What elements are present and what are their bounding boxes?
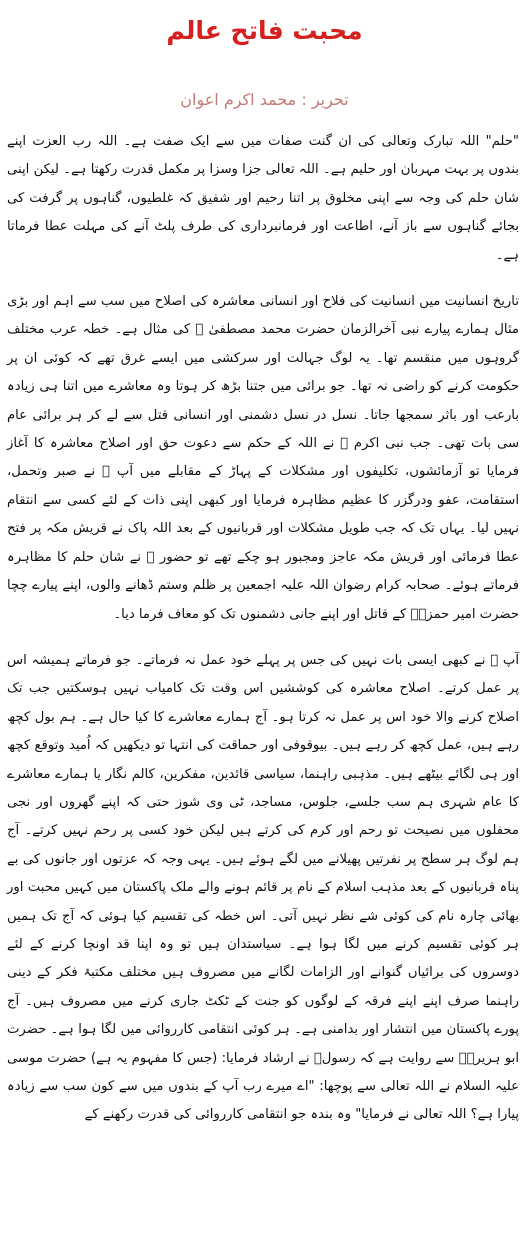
- article-author: تحریر : محمد اکرم اعوان: [180, 90, 349, 109]
- article-body: [7, 128, 519, 1148]
- article-title: محبت فاتح عالم: [166, 16, 363, 45]
- paragraph-3: آپ ﷺ نے کبھی ایسی بات نہیں کی جس پر پہلے خود عمل نہ فرماتے۔ جو فرماتے ہمیشہ اس پر عمل کرتے۔ اصلاح معاشرہ کی کوششیں اس وقت تک کامیاب نہیں ہوسکتیں جب تک اصلاح کرنے والا خود اس پر عمل نہ کرتا ہو۔ آج ہمارے معاشرے کا کیا حال ہے۔ ہم بول کچھ رہے ہیں، عمل کچھ کر رہے ہیں۔ بیوقوفی اور حماقت کی انتہا تو دیکھیں کہ اُمید وتوقع کچھ اور ہی لگائے بیٹھے ہیں۔ مذہبی راہنما، سیاسی قائدین، مفکرین، کالم نگار یا ہمارے معاشرے کا عام شہری ہم سب جلسے، جلوس، مساجد، ٹی وی شوز حتی کہ اپنے گھروں اور نجی محفلوں میں نصیحت تو رحم اور کرم کی کرتے ہیں لیکن خود کسی پر رحم نہیں کرتے۔ آج ہم لوگ ہر سطح پر نفرتیں پھیلانے میں لگے ہوئے ہیں۔ یہی وجہ کہ عزتوں اور جانوں کی بے پناہ قربانیوں کے بعد مذہب اسلام کے نام پر قائم ہونے والے ملک پاکستان میں کہیں محبت اور بھائی چارہ نام کی کوئی شے نظر نہیں آتی۔ اس خطہ کی تقسیم کیا ہوئی کہ آج تک ہمیں ہر کوئی تقسیم کرنے میں لگا ہوا ہے۔ سیاستدان ہیں تو وہ اپنا قد اونچا کرنے کے لئے دوسروں کی برائیاں گنوانے اور الزامات لگانے میں مصروف ہیں مختلف مکتبۂ فکر کے دینی راہنما صرف اپنے اپنے فرقہ کے لوگوں کو جنت کے ٹکٹ جاری کرنے میں مصروف ہیں۔ آج پورے پاکستان میں انتشار اور بدامنی ہے۔ ہر کوئی انتقامی کارروائی میں لگا ہوا ہے۔ حضرت ابو ہریرہؓ سے روایت ہے کہ رسولؐ نے ارشاد فرمایا: (جس کا مفہوم یہ ہے) حضرت موسی علیہ السلام نے اللہ تعالی سے پوچھا: "اے میرے رب آپ کے بندوں میں سے کون سب سے زیادہ پیارا ہے؟ اللہ تعالی نے فرمایا" وہ بندہ جو انتقامی کارروائی کی قدرت رکھنے کے: [7, 652, 519, 1123]
- paragraph-1: "حلم" اللہ تبارک وتعالی کی ان گنت صفات میں سے ایک صفت ہے۔ اللہ رب العزت اپنے بندوں پر بہت مہربان اور حلیم ہے۔ اللہ تعالی جزا وسزا پر مکمل قدرت رکھتا ہے۔ لیکن اپنی شان حلم کی وجہ سے اپنی مخلوق پر اتنا رحیم اور شفیق کہ غلطیوں، گناہوں پر گرفت کی بجائے گناہوں سے باز آنے، اطاعت اور فرمانبرداری کی طرف پلٹ آنے کی مہلت عطا فرماتا ہے۔: [7, 134, 519, 263]
- paragraph-2: تاریخ انسانیت میں انسانیت کی فلاح اور انسانی معاشرہ کی اصلاح میں سب سے اہم اور بڑی مثال ہمارے پیارے نبی آخرالزمان حضرت محمد مصطفیٰ ﷺ کی مثال ہے۔ خطہ عرب مختلف گروہوں میں منقسم تھا۔ یہ لوگ جہالت اور سرکشی میں ایسے غرق تھے کہ کوئی ان پر حکومت کرنے کو راضی نہ تھا۔ جو برائی میں جتنا بڑھ کر ہوتا وہ معاشرے میں اتنا ہی زیادہ بارعب اور باثر سمجھا جاتا۔ نسل در نسل دشمنی اور انسانی قتل سے لے کر ہر برائی عام سی بات تھی۔ جب نبی اکرم ﷺ نے اللہ کے حکم سے دعوت حق اور اصلاح معاشرہ کا آغاز فرمایا تو آزمائشوں، تکلیفوں اور مشکلات کے پہاڑ کے مقابلے میں آپ ﷺ نے صبر وتحمل، استقامت، عفو ودرگزر کا عظیم مظاہرہ فرمایا اور کبھی اپنی ذات کے لئے کسی سے انتقام نہیں لیا۔ یہاں تک کہ جب طویل مشکلات اور قربانیوں کے بعد اللہ پاک نے قریش مکہ پر فتح عطا فرمائی اور قریش مکہ عاجز ومجبور ہو چکے تھے تو حضور ﷺ نے شان حلم کا مظاہرہ فرماتے ہوئے۔ صحابہ کرام رضوان اللہ علیہ اجمعین پر ظلم وستم ڈھانے والوں، اپنے پیارے چچا حضرت امیر حمزہؓ کے قاتل اور اپنے جانی دشمنوں تک کو معاف فرما دیا۔: [7, 294, 519, 622]
